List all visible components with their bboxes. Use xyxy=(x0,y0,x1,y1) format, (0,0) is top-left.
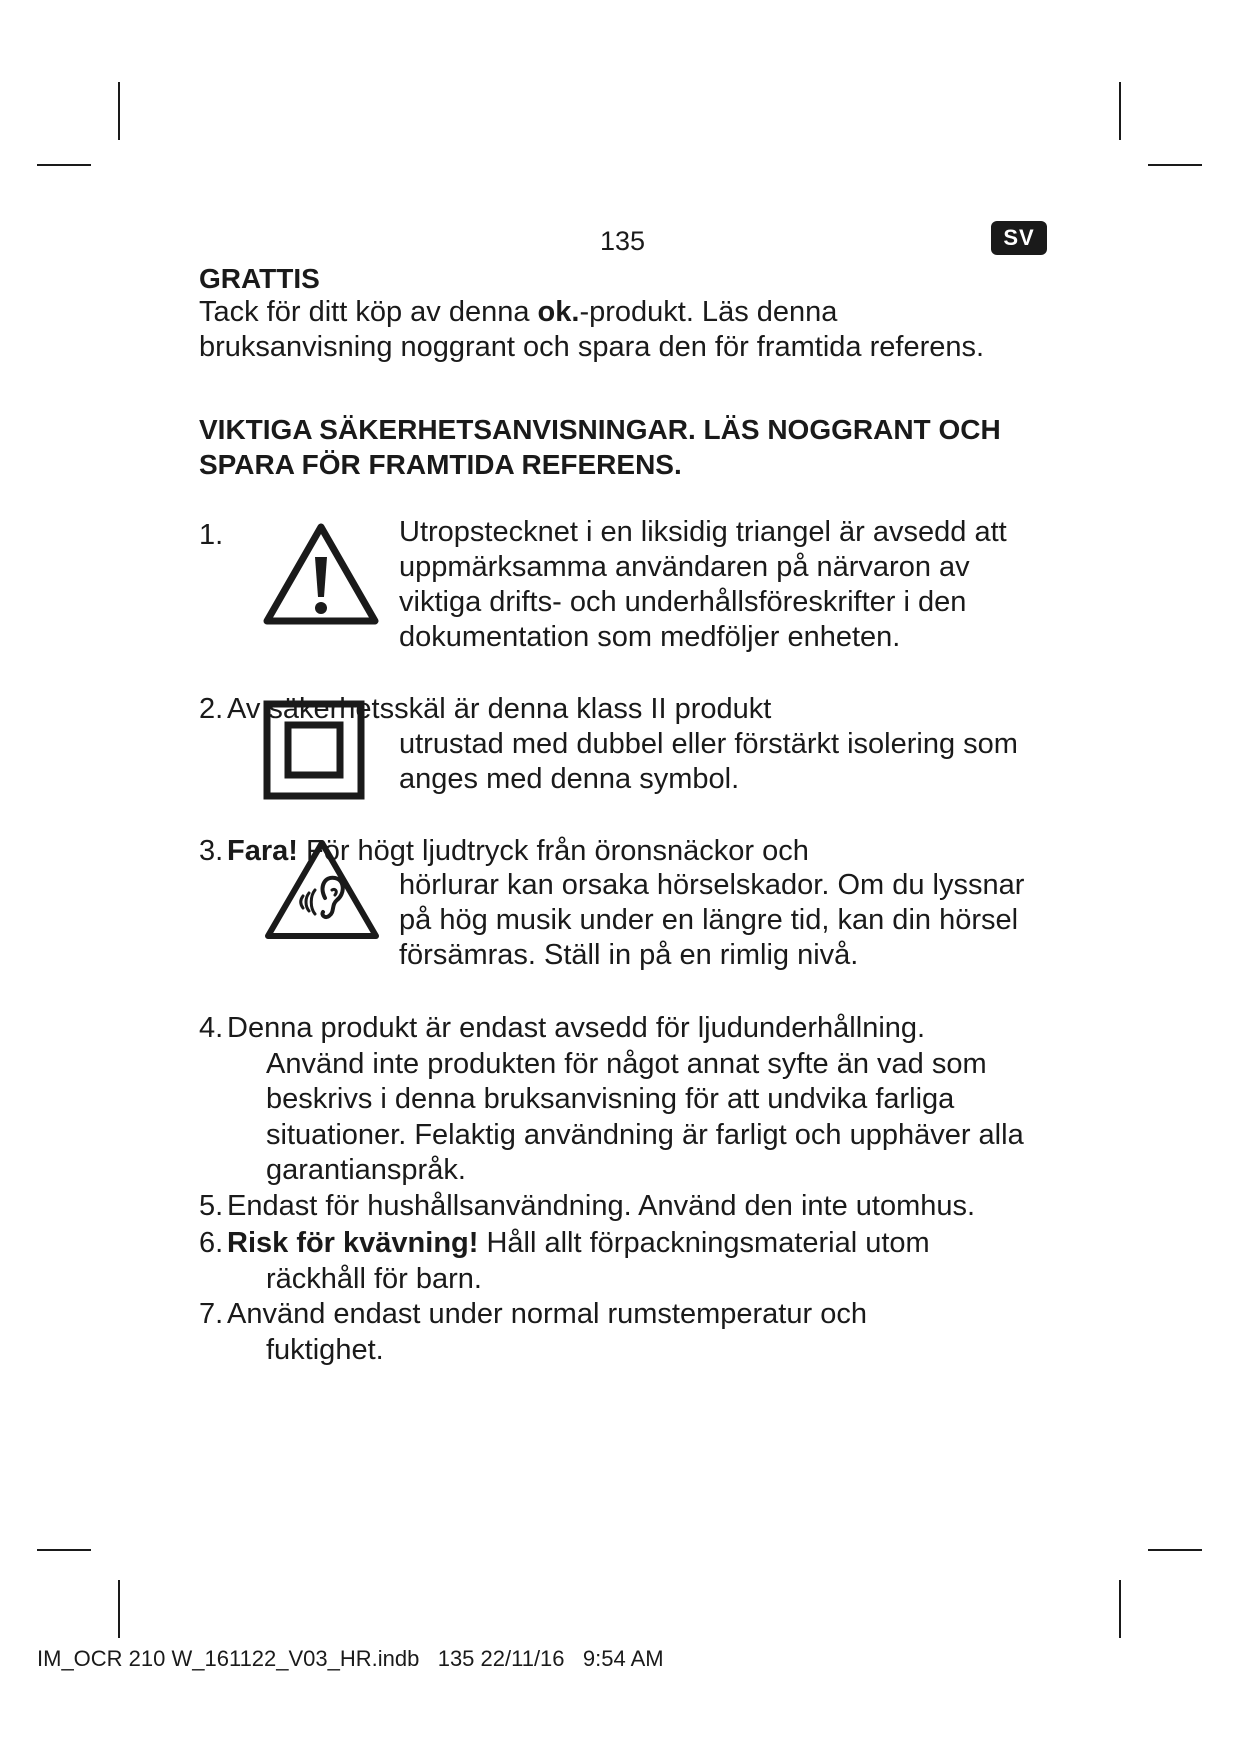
crop-mark xyxy=(118,1580,120,1638)
intro-text: Tack för ditt köp av denna ok.-produkt. Läs denna bruksanvisning noggrant och spara den för framtida referens. xyxy=(199,296,985,363)
brand-name: ok. xyxy=(537,296,580,328)
item-text-line: Av säkerhetsskäl är denna klass II produkt xyxy=(227,693,772,725)
warning-triangle-icon xyxy=(263,523,379,627)
item-text-line: Fara! För högt ljudtryck från öronsnäckor och xyxy=(227,835,809,867)
safety-list xyxy=(199,1011,1079,1368)
crop-mark xyxy=(1119,82,1121,140)
crop-mark xyxy=(1148,1549,1202,1551)
crop-mark xyxy=(1119,1580,1121,1638)
item-number: 4. xyxy=(199,1012,224,1044)
item-number: 5. xyxy=(199,1189,224,1222)
item-number: 1. xyxy=(199,519,224,551)
safety-item-6: 6. Risk för kvävning! Håll allt förpackningsmaterial utom räckhåll för barn. xyxy=(199,1227,930,1295)
page-number: 135 xyxy=(600,226,646,256)
danger-label: Fara! xyxy=(227,835,298,867)
crop-mark xyxy=(1148,164,1202,166)
crop-mark xyxy=(118,82,120,140)
safety-item-5: 5. Endast för hushållsanvändning. Använd den inte utomhus. xyxy=(199,1189,1079,1225)
intro-title: GRATTIS xyxy=(199,263,320,294)
print-footer: IM_OCR 210 W_161122_V03_HR.indb 135 22/11/16 9:54 AM xyxy=(37,1646,664,1671)
safety-item-4: 4. Denna produkt är endast avsedd för ljudunderhållning. Använd inte produkten för något annat syfte än vad som beskrivs i denna bruksanvisning för att undvika farliga situationer. Felaktig användning är farligt och upphäver alla garantianspråk. xyxy=(199,1012,1024,1186)
item-number: 3. xyxy=(199,835,224,867)
crop-mark xyxy=(37,1549,91,1551)
language-badge: SV xyxy=(991,221,1047,255)
safety-title: VIKTIGA SÄKERHETSANVISNINGAR. LÄS NOGGRANT OCH SPARA FÖR FRAMTIDA REFERENS. xyxy=(199,414,1001,480)
item-number: 2. xyxy=(199,693,224,725)
choking-warning-label: Risk för kvävning! xyxy=(227,1227,479,1259)
crop-mark xyxy=(37,164,91,166)
item-number: 6. xyxy=(199,1227,224,1259)
safety-item-7: 7. Använd endast under normal rumstemperatur och fuktighet. xyxy=(199,1298,867,1366)
item-number: 7. xyxy=(199,1298,224,1330)
